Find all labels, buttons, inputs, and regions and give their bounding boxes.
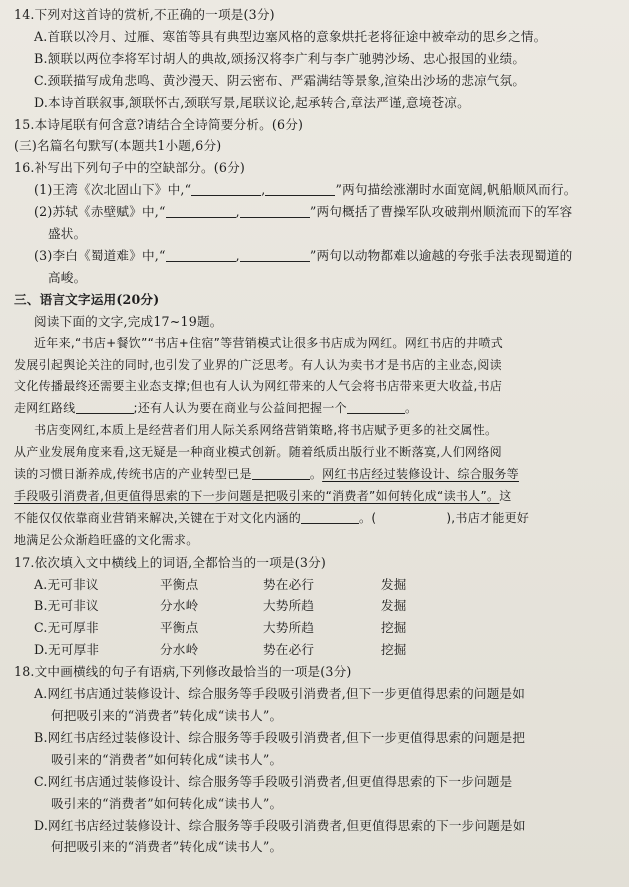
q18-option-a-line2: 何把吸引来的“消费者”转化成“读书人”。 (51, 708, 283, 723)
q16-item-2-comma: , (235, 204, 240, 220)
section-dictation-header: (三)名篇名句默写(本题共1小题,6分) (14, 138, 222, 154)
q16-item-2-cont: 盛状。 (48, 226, 87, 242)
q16-item-1-comma: , (261, 182, 266, 198)
q17-option-c (14, 617, 615, 639)
q17-c-2: 平衡点 (160, 620, 199, 636)
section-language-title: 三、语言文字运用(20分) (14, 291, 160, 307)
q17-d-2: 分水岭 (160, 642, 199, 658)
q16-item-3-cont: 高峻。 (48, 269, 87, 285)
passage-p2-line3 (14, 464, 615, 486)
passage-p2-line6: 地满足公众渐趋旺盛的文化需求。 (14, 532, 199, 547)
q16-stem: 16.补写出下列句子中的空缺部分。(6分) (14, 160, 245, 176)
q14-option-a: A.首联以冷月、过雁、寒笛等具有典型边塞风格的意象烘托老将征途中被牵动的思乡之情。 (34, 28, 547, 44)
reading-passage (14, 333, 615, 552)
q16-item-1-suffix: ”两句描绘涨潮时水面宽阔,帆船顺风而行。 (335, 182, 577, 198)
q17-b-4: 发掘 (381, 598, 407, 614)
q17-c-4: 挖掘 (381, 620, 407, 636)
passage-p2-line5 (14, 508, 615, 530)
q16-item-2-prefix: (2)苏轼《赤壁赋》中,“ (34, 204, 166, 220)
passage-p2-line4 (14, 486, 615, 508)
q17-c-3: 大势所趋 (263, 620, 315, 636)
q18-option-c-line1: C.网红书店通过装修设计、综合服务等手段吸引消费者,但更值得思索的下一步问题是 (34, 773, 513, 789)
q17-option-b (14, 595, 615, 617)
q17-c-1: C.无可厚非 (34, 620, 99, 636)
passage-p2-line5-a: 不能仅仅依靠商业营销来解决,关键在于对文化内涵的 (14, 510, 302, 525)
q16-item-2 (14, 201, 615, 223)
q14-option-d: D.本诗首联叙事,颔联怀古,颈联写景,尾联议论,起承转合,章法严谨,意境苍凉。 (34, 94, 470, 110)
passage-p2-line5-c: ),书店才能更好 (446, 510, 530, 525)
q17-option-d (14, 639, 615, 661)
q17-a-3: 势在必行 (263, 576, 315, 592)
q18-stem: 18.文中画横线的句子有语病,下列修改最恰当的一项是(3分) (14, 664, 352, 680)
blank-17-1[interactable] (76, 399, 134, 414)
blank-16-1a[interactable] (191, 181, 261, 196)
passage-p2-line5-b: 。( (359, 510, 377, 525)
q16-item-1 (14, 179, 615, 201)
q17-d-1: D.无可厚非 (34, 642, 100, 658)
underlined-sentence-end: 手段吸引消费者,但更值得思索的下一步问题是把吸引来的“消费者”如何转化成“读书人”。 (14, 488, 500, 503)
q16-item-3 (14, 245, 615, 267)
blank-16-3b[interactable] (240, 247, 310, 262)
passage-p1-line1: 近年来,“书店+餐饮”“书店+住宿”等营销模式让很多书店成为网红。网红书店的井喷式 (34, 335, 504, 350)
q17-stem: 17.依次填入文中横线上的词语,全都恰当的一项是(3分) (14, 554, 326, 570)
blank-17-2[interactable] (347, 399, 405, 414)
q17-d-4: 挖掘 (381, 642, 407, 658)
q18-option-d-line2: 何把吸引来的“消费者”转化成“读书人”。 (51, 839, 283, 855)
passage-p2-line1: 书店变网红,本质上是经营者们用人际关系网络营销策略,将书店赋予更多的社交属性。 (34, 423, 498, 438)
q16-item-3-comma: , (235, 247, 240, 263)
q18-option-b-line2: 吸引来的“消费者”如何转化成“读书人”。 (51, 751, 283, 767)
q16-item-3-prefix: (3)李白《蜀道难》中,“ (34, 247, 166, 263)
q18-option-b-line1: B.网红书店经过装修设计、综合服务等手段吸引消费者,但下一步更值得思索的问题是把 (34, 729, 526, 745)
q17-b-1: B.无可非议 (34, 598, 99, 614)
q14-stem: 14.下列对这首诗的赏析,不正确的一项是(3分) (14, 7, 275, 22)
q18-option-a-line1: A.网红书店通过装修设计、综合服务等手段吸引消费者,但下一步更值得思索的问题是如 (34, 686, 526, 702)
q18-option-c-line2: 吸引来的“消费者”如何转化成“读书人”。 (51, 795, 283, 811)
q16-item-2-suffix: ”两句概括了曹操军队攻破荆州顺流而下的军容 (309, 204, 573, 220)
q16-item-3-suffix: ”两句以动物都难以逾越的夸张手法表现蜀道的 (309, 247, 573, 263)
q16-item-1-prefix: (1)王湾《次北固山下》中,“ (34, 182, 192, 198)
q15-stem: 15.本诗尾联有何含意?请结合全诗简要分析。(6分) (14, 116, 304, 132)
q17-option-a (14, 574, 615, 596)
q17-b-2: 分水岭 (160, 598, 199, 614)
passage-p2-line2: 从产业发展角度来看,这无疑是一种商业模式创新。随着纸质出版行业不断落寞,人们网络阅 (14, 445, 502, 460)
q17-b-3: 大势所趋 (263, 598, 315, 614)
passage-p2-line3-a: 读的习惯日渐养成,传统书店的产业转型已是 (14, 467, 252, 482)
q14-option-c: C.颈联描写成角悲鸣、黄沙漫天、阴云密布、严霜满结等景象,渲染出沙场的悲凉气氛。 (34, 72, 526, 88)
passage-p1-line4-b: ;还有人认为要在商业与公益间把握一个 (133, 401, 347, 416)
passage-p1-line4-c: 。 (404, 401, 418, 416)
passage-p2-line4-b: 这 (499, 488, 512, 503)
underlined-sentence-start: 网红书店经过装修设计、综合服务等 (322, 467, 519, 482)
blank-17-4[interactable] (301, 509, 359, 524)
q17-a-2: 平衡点 (160, 576, 199, 592)
passage-p1-line2: 发展引起舆论关注的同时,也引发了业界的广泛思考。有人认为卖书才是书店的主业态,阅读 (14, 357, 502, 372)
passage-p2-line3-b: 。 (309, 467, 323, 482)
blank-16-3a[interactable] (166, 247, 236, 262)
q17-d-3: 势在必行 (263, 642, 315, 658)
passage-p1-line3: 文化传播最终还需要主业态支撑;但也有人认为网红带来的人气会将书店带来更大收益,书店 (14, 379, 503, 394)
reading-instruction: 阅读下面的文字,完成17~19题。 (34, 313, 223, 329)
blank-17-3[interactable] (252, 465, 310, 480)
passage-p1-line4 (14, 398, 615, 420)
blank-16-2b[interactable] (240, 203, 310, 218)
q18-option-d-line1: D.网红书店经过装修设计、综合服务等手段吸引消费者,但更值得思索的下一步问题是如 (34, 817, 526, 833)
q17-a-4: 发掘 (381, 576, 407, 592)
passage-p1-line4-a: 走网红路线 (14, 401, 76, 416)
q14-option-b: B.颔联以两位李将军讨胡人的典故,颂扬汉将李广利与李广驰骋沙场、忠心报国的业绩。 (34, 50, 526, 66)
blank-16-2a[interactable] (166, 203, 236, 218)
q17-a-1: A.无可非议 (34, 576, 99, 592)
blank-16-1b[interactable] (265, 181, 335, 196)
